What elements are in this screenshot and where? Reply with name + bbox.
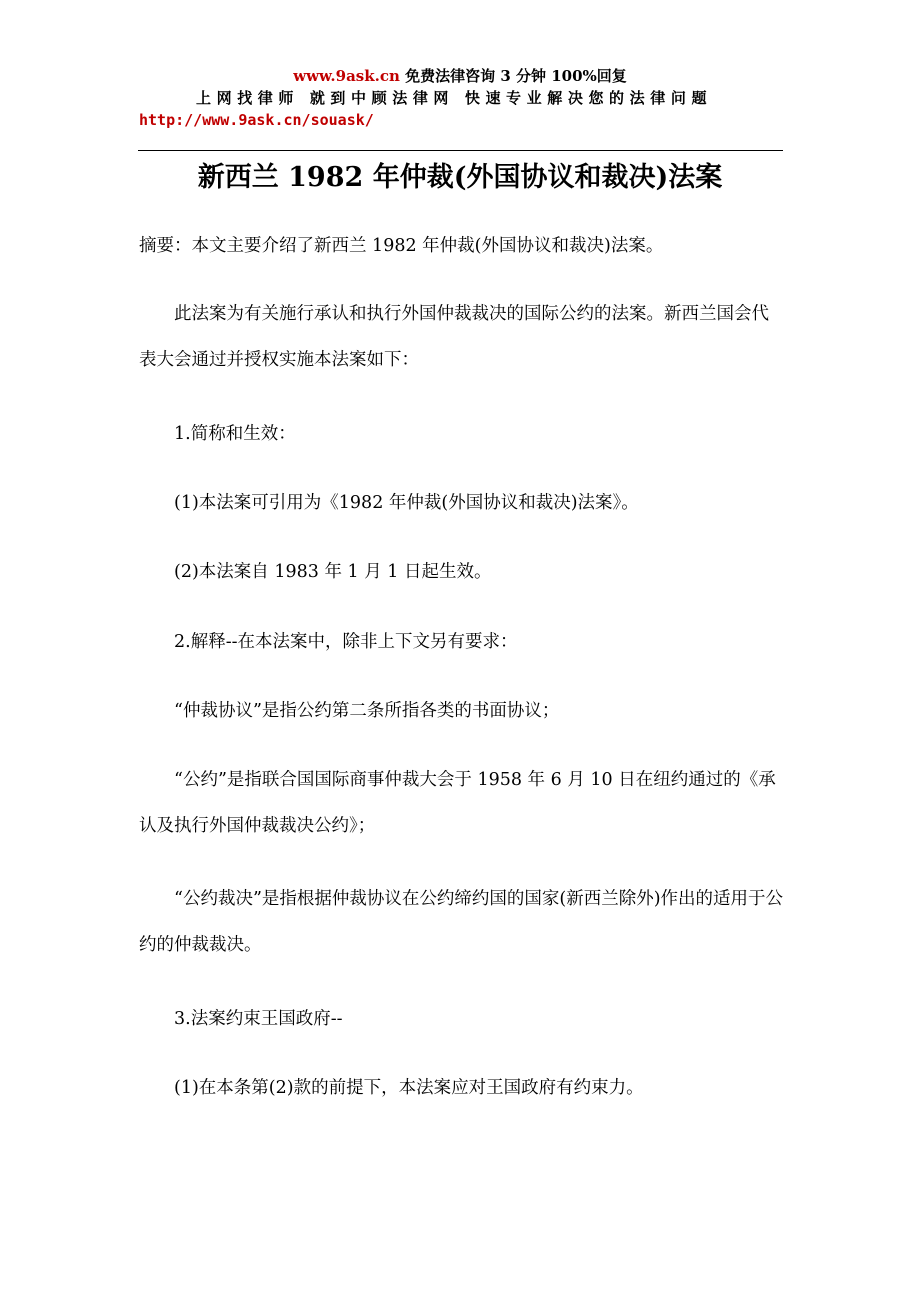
header-link[interactable]: http://www.9ask.cn/souask/ [139,111,374,129]
site-header-promo [0,66,920,86]
section-2-heading: 2.解释--在本法案中，除非上下文另有要求： [174,632,518,652]
section-1-clause-1: (1)本法案可引用为《1982 年仲裁(外国协议和裁决)法案》。 [174,493,639,513]
site-slogan: 上网找律师 就到中顾法律网 快速专业解决您的法律问题 [196,89,713,107]
section-3-clause-1: (1)在本条第(2)款的前提下，本法案应对王国政府有约束力。 [174,1078,644,1098]
section-1-heading: 1.简称和生效： [174,424,296,444]
abstract-paragraph: 摘要：本文主要介绍了新西兰 1982 年仲裁(外国协议和裁决)法案。 [139,236,664,256]
definition-convention: “公约”是指联合国国际商事仲裁大会于 1958 年 6 月 10 日在纽约通过的《承认及执行外国仲裁裁决公约》； [139,770,776,836]
site-domain[interactable]: www.9ask.cn [293,67,400,85]
promo-text: 免费法律咨询 3 分钟 100%回复 [405,67,627,85]
intro-paragraph: 此法案为有关施行承认和执行外国仲裁裁决的国际公约的法案。新西兰国会代表大会通过并授权实施本法案如下： [139,304,769,370]
definition-convention-award: “公约裁决”是指根据仲裁协议在公约缔约国的国家(新西兰除外)作出的适用于公约的仲裁裁决。 [139,889,784,955]
header-divider [138,150,783,151]
section-1-clause-2: (2)本法案自 1983 年 1 月 1 日起生效。 [174,562,492,582]
document-title: 新西兰 1982 年仲裁(外国协议和裁决)法案 [197,162,723,193]
section-3-heading: 3.法案约束王国政府-- [174,1009,343,1029]
definition-arbitration-agreement: “仲裁协议”是指公约第二条所指各类的书面协议； [174,701,560,721]
